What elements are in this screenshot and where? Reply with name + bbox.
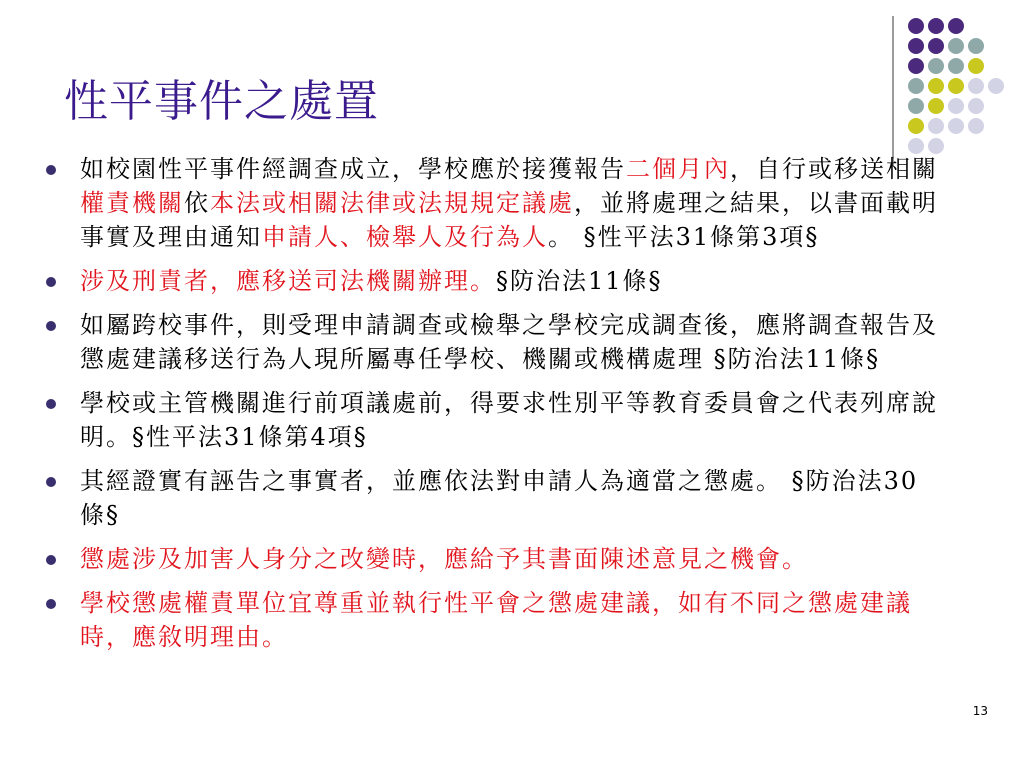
bullet-marker: [46, 599, 56, 609]
decorative-dot: [968, 58, 984, 74]
bullet-text-2-0: 如屬跨校事件，則受理申請調查或檢舉之學校完成調查後，應將調查報告及懲處建議移送行為人現所屬專任學校、機關或機構處理 §防治法11條§: [80, 311, 938, 373]
decorative-dot: [928, 118, 944, 134]
slide-page-number: 13: [972, 704, 988, 718]
bullet-text-4-0: 其經證實有誣告之事實者，並應依法對申請人為適當之懲處。 §防治法30條§: [80, 467, 919, 529]
decorative-dot: [948, 38, 964, 54]
decorative-dot: [908, 18, 924, 34]
bullet-text-0-1: 二個月內: [626, 155, 730, 183]
decorative-dot: [908, 98, 924, 114]
bullet-item: [40, 152, 940, 254]
decorative-dot: [928, 78, 944, 94]
decorative-dot: [988, 78, 1004, 94]
decorative-dot: [968, 118, 984, 134]
decorative-dot: [928, 98, 944, 114]
bullet-text-1-0: 涉及刑責者，應移送司法機關辦理。: [80, 267, 496, 295]
decorative-dot: [908, 78, 924, 94]
bullet-text-0-8: 。 §性平法31條第3項§: [548, 223, 820, 251]
bullet-marker: [46, 555, 56, 565]
bullet-marker: [46, 399, 56, 409]
bullet-text-1-1: §防治法11條§: [496, 267, 663, 295]
decorative-dot: [928, 38, 944, 54]
bullet-text-3-0: 學校或主管機關進行前項議處前，得要求性別平等教育委員會之代表列席說明。§性平法31條第4項§: [80, 389, 938, 451]
bullet-text-0-0: 如校園性平事件經調查成立，學校應於接獲報告: [80, 155, 626, 183]
bullet-item: [40, 264, 940, 298]
bullet-marker: [46, 165, 56, 175]
decorative-dot: [948, 78, 964, 94]
decorative-dot: [908, 58, 924, 74]
bullet-text-0-3: 權責機關: [80, 189, 184, 217]
decorative-dot: [908, 38, 924, 54]
decorative-dot: [968, 38, 984, 54]
bullet-marker: [46, 321, 56, 331]
bullet-text-0-2: ，自行或移送相關: [730, 155, 938, 183]
decorative-dot: [948, 58, 964, 74]
decorative-dot: [928, 58, 944, 74]
bullet-text-6-0: 學校懲處權責單位宜尊重並執行性平會之懲處建議，如有不同之懲處建議時，應敘明理由。: [80, 589, 912, 651]
bullet-item: [40, 386, 940, 454]
bullet-marker: [46, 277, 56, 287]
decorative-dot: [948, 118, 964, 134]
decorative-dot: [968, 78, 984, 94]
bullet-item: [40, 464, 940, 532]
bullet-text-0-7: 申請人、檢舉人及行為人: [262, 223, 548, 251]
slide-title: 性平事件之處置: [64, 76, 379, 127]
decorative-dot: [908, 118, 924, 134]
decorative-dot: [968, 98, 984, 114]
bullet-marker: [46, 477, 56, 487]
bullet-list: [40, 152, 940, 664]
bullet-text-0-5: 本法或相關法律或法規規定議處: [210, 189, 574, 217]
bullet-item: [40, 308, 940, 376]
bullet-text-0-4: 依: [184, 189, 210, 217]
bullet-item: [40, 542, 940, 576]
bullet-item: [40, 586, 940, 654]
bullet-text-0-6: ，並將處理之結果，以書面載明事實及理由通知: [80, 189, 938, 251]
decorative-vertical-line: [892, 16, 894, 166]
decorative-dot: [928, 18, 944, 34]
decorative-dot: [948, 18, 964, 34]
decorative-dot: [948, 98, 964, 114]
bullet-text-5-0: 懲處涉及加害人身分之改變時，應給予其書面陳述意見之機會。: [80, 545, 808, 573]
